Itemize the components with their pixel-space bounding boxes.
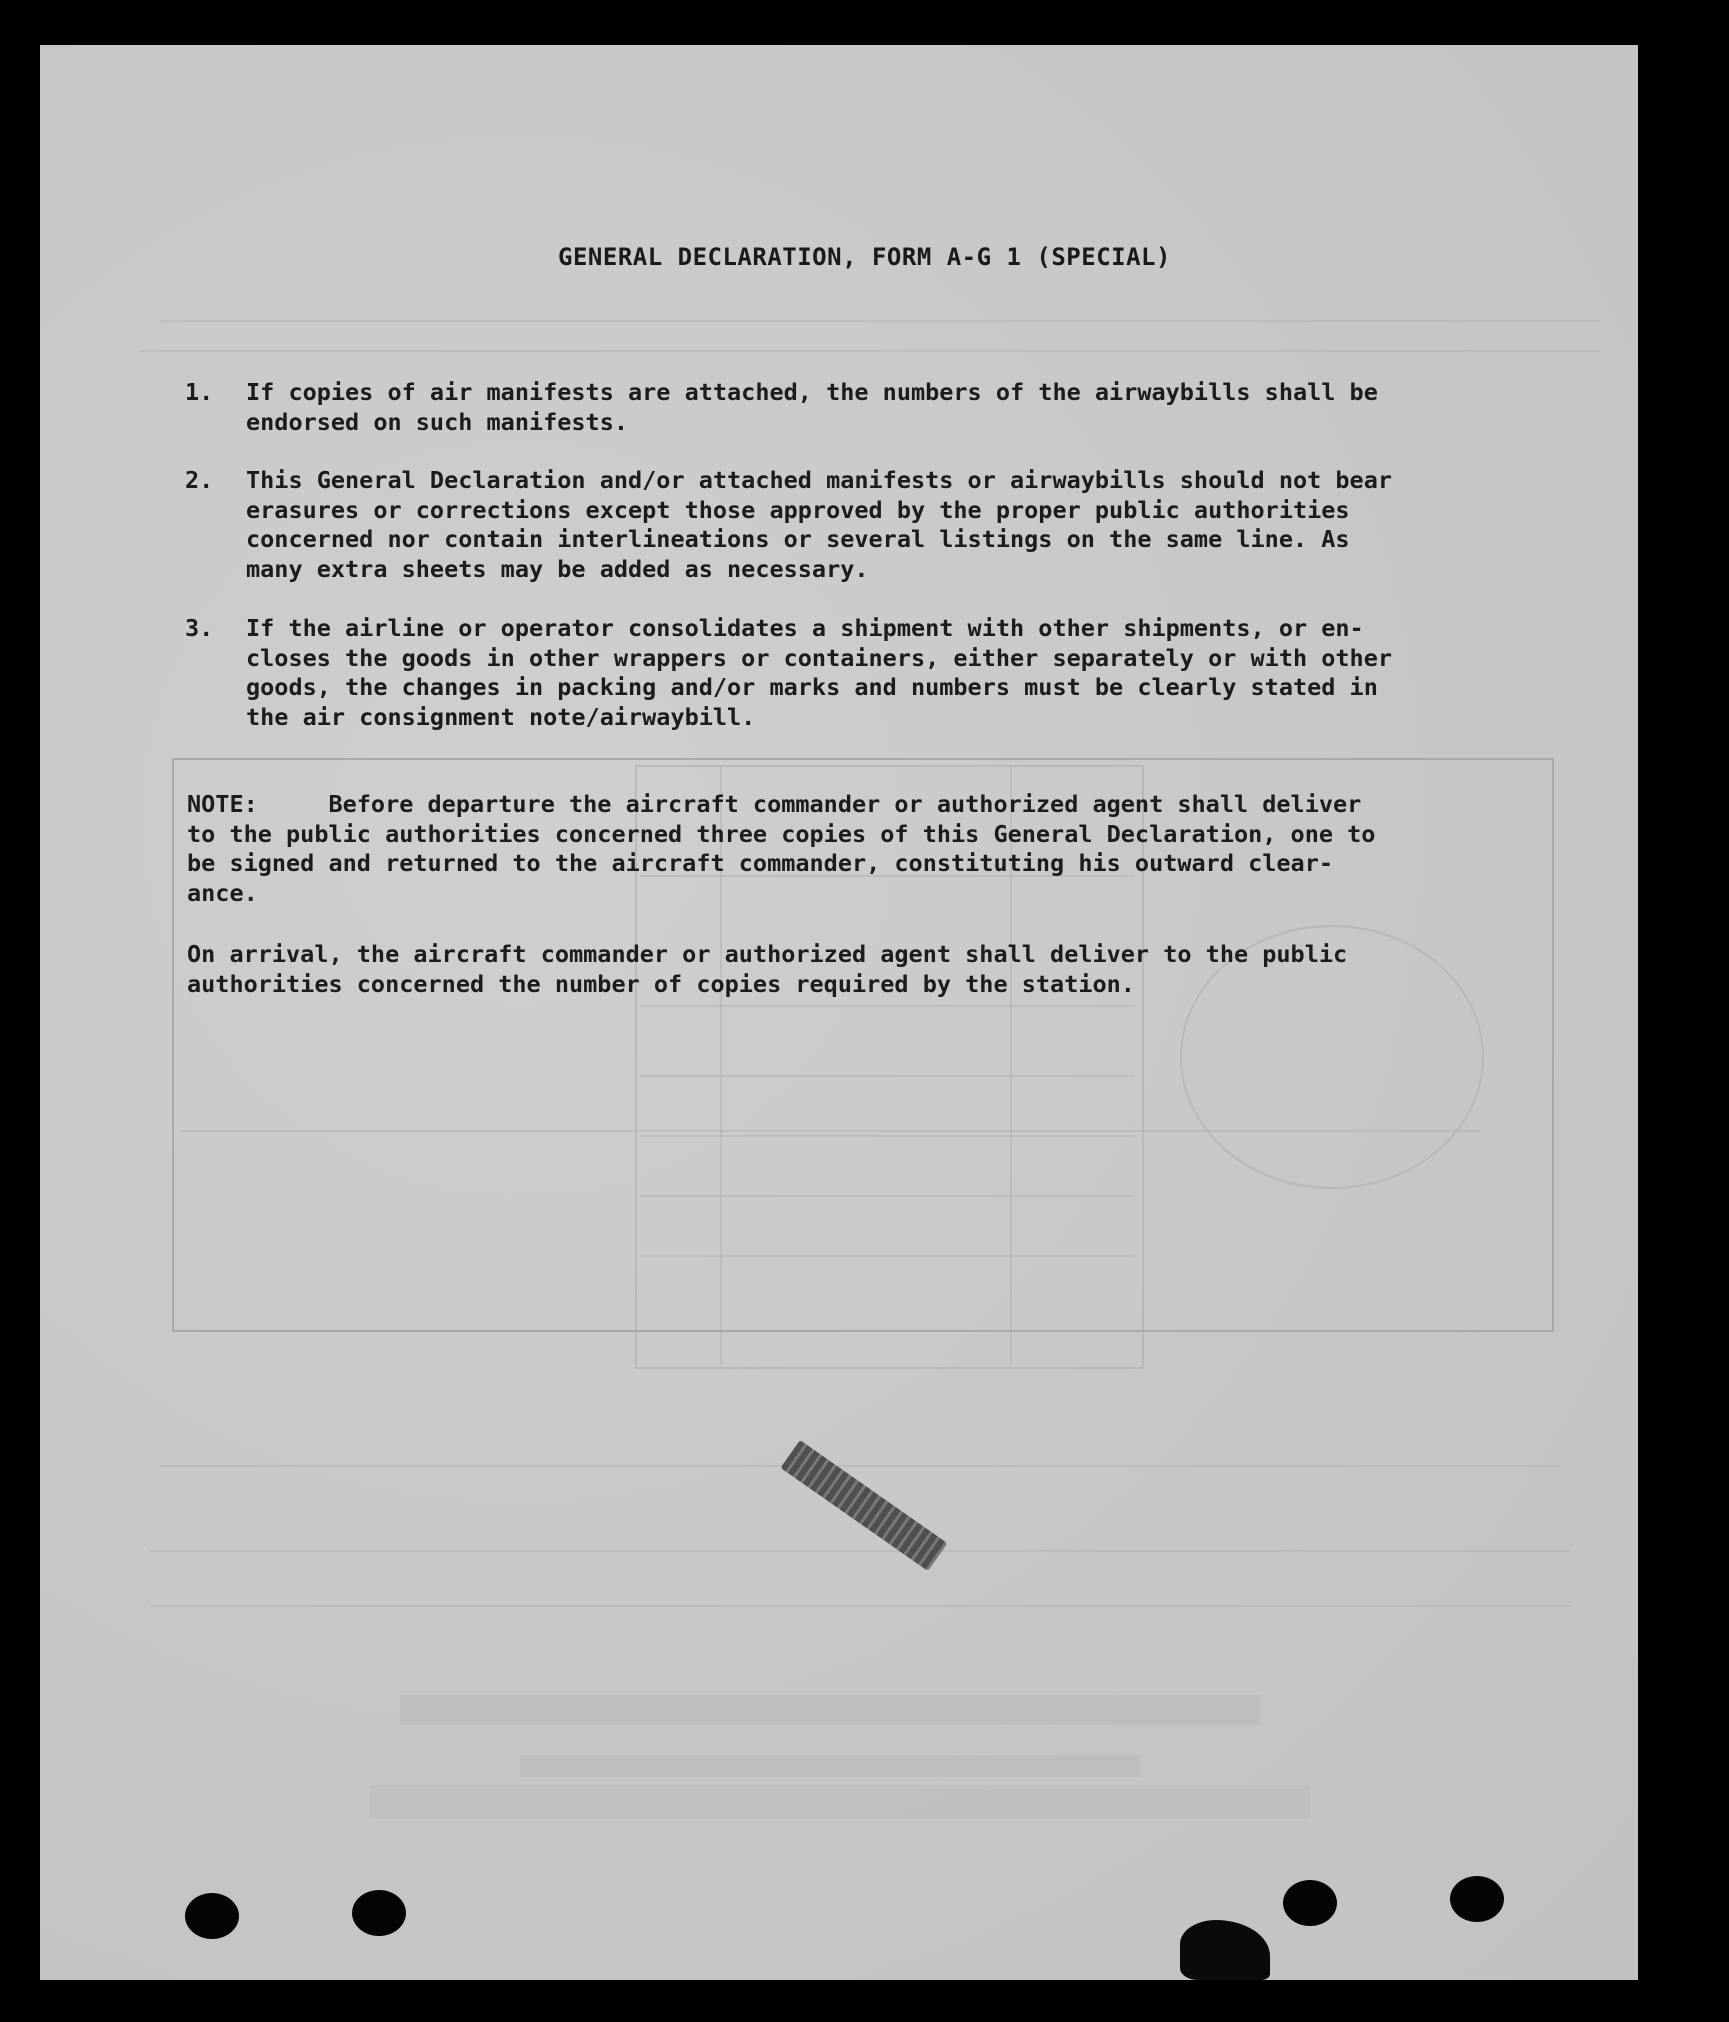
show-through-line bbox=[520, 1755, 1140, 1777]
item-line: If copies of air manifests are attached, the numbers of the airwaybills shall be bbox=[246, 378, 1378, 406]
note-line: authorities concerned the number of copies required by the station. bbox=[187, 969, 1135, 998]
item-line: closes the goods in other wrappers or containers, either separately or with other bbox=[246, 643, 1393, 672]
item-number: 2. bbox=[185, 466, 214, 494]
item-text bbox=[246, 614, 1500, 732]
show-through-line bbox=[150, 1550, 1570, 1552]
show-through-line bbox=[160, 1465, 1560, 1467]
punch-hole bbox=[1450, 1876, 1504, 1922]
note-line: NOTE: Before departure the aircraft commander or authorized agent shall deliver bbox=[187, 790, 1362, 818]
item-line: endorsed on such manifests. bbox=[246, 407, 629, 436]
note-line: ance. bbox=[187, 878, 258, 907]
item-text bbox=[246, 466, 1500, 584]
item-line: If the airline or operator consolidates a shipment with other shipments, or en- bbox=[246, 614, 1364, 642]
item-line: goods, the changes in packing and/or marks and numbers must be clearly stated in bbox=[246, 673, 1378, 701]
note-line: be signed and returned to the aircraft commander, constituting his outward clear- bbox=[187, 849, 1334, 877]
show-through-line bbox=[150, 1605, 1570, 1607]
item-line: the air consignment note/airwaybill. bbox=[246, 702, 756, 731]
item-number: 3. bbox=[185, 614, 214, 642]
punch-hole bbox=[1283, 1880, 1337, 1926]
item-line: This General Declaration and/or attached manifests or airwaybills should not bear bbox=[246, 466, 1393, 494]
note-paragraph-2 bbox=[187, 940, 1489, 999]
item-text bbox=[246, 378, 1500, 437]
form-title: GENERAL DECLARATION, FORM A-G 1 (SPECIAL) bbox=[558, 243, 1171, 271]
note-line: On arrival, the aircraft commander or authorized agent shall deliver to the public bbox=[187, 940, 1348, 968]
note-line: to the public authorities concerned three copies of this General Declaration, one to bbox=[187, 819, 1376, 848]
item-line: erasures or corrections except those approved by the proper public authorities bbox=[246, 495, 1350, 524]
show-through-line bbox=[370, 1785, 1310, 1819]
punch-hole bbox=[185, 1893, 239, 1939]
note-paragraph-1 bbox=[187, 790, 1489, 908]
show-through-line bbox=[400, 1695, 1260, 1725]
item-number: 1. bbox=[185, 378, 214, 406]
show-through-line bbox=[140, 350, 1600, 352]
item-line: concerned nor contain interlineations or several listings on the same line. As bbox=[246, 525, 1350, 553]
punch-hole bbox=[352, 1890, 406, 1936]
item-line: many extra sheets may be added as necessary. bbox=[246, 554, 869, 583]
show-through-line bbox=[160, 320, 1600, 322]
